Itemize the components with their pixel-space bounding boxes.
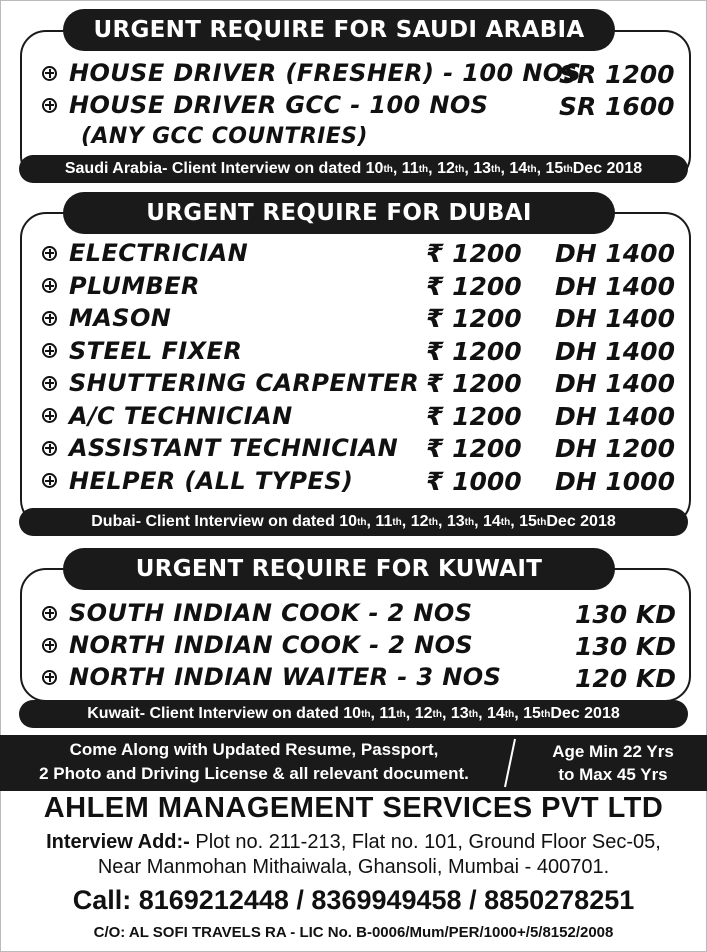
salary-aed: DH 1400 <box>555 336 675 366</box>
requirements-line: 2 Photo and Driving License & all relevant document. <box>39 764 469 783</box>
divider <box>503 735 517 791</box>
interview-country: Saudi Arabia <box>64 160 163 177</box>
dubai-job-row <box>42 238 248 268</box>
address-label: Interview Add:- <box>46 831 190 853</box>
document-requirements <box>8 738 500 786</box>
bullet-icon <box>42 408 57 423</box>
ordinal-suffix: th <box>361 708 371 720</box>
interview-text: - Client Interview on dated 10 <box>162 160 384 177</box>
ordinal-suffix: th <box>396 708 406 720</box>
interview-day: 13 <box>473 160 491 177</box>
job-salary: 120 KD <box>575 664 677 693</box>
job-salary: 130 KD <box>575 632 677 661</box>
interview-day: 15 <box>523 705 541 722</box>
interview-day: 12 <box>410 513 429 530</box>
bullet-icon <box>42 66 57 81</box>
interview-day: 14 <box>482 513 501 530</box>
job-title: ASSISTANT TECHNICIAN <box>69 434 399 462</box>
interview-address <box>0 831 707 854</box>
company-name: AHLEM MANAGEMENT SERVICES PVT LTD <box>43 792 664 824</box>
saudi-job-row <box>42 58 581 88</box>
interview-country: Kuwait <box>87 705 140 722</box>
interview-month: Dec 2018 <box>572 160 643 177</box>
ordinal-suffix: th <box>536 516 547 528</box>
age-min: Age Min 22 Yrs <box>552 742 674 761</box>
bullet-icon <box>42 606 57 621</box>
dubai-section <box>20 212 691 526</box>
job-title: ELECTRICIAN <box>69 239 249 267</box>
salary-inr: ₹ 1200 <box>426 336 522 366</box>
salary-inr: ₹ 1200 <box>426 239 522 268</box>
bullet-icon <box>42 473 57 488</box>
job-salary: SR 1200 <box>559 60 675 89</box>
salary-aed: DH 1400 <box>555 239 675 268</box>
contact-phones: Call: 8169212448 / 8369949458 / 8850278251 <box>72 885 635 915</box>
address-line: Plot no. 211-213, Flat no. 101, Ground Floor Sec-05, <box>189 831 661 853</box>
ordinal-suffix: th <box>454 163 465 175</box>
dubai-job-row <box>42 303 171 333</box>
kuwait-job-row <box>42 630 473 660</box>
ordinal-suffix: th <box>392 516 402 528</box>
dubai-interview-bar: Dubai - Client Interview on dated 10 th , 11 th , 12 th , 13 th , 14 th , 15 th Dec 2018 <box>19 508 688 536</box>
dubai-job-row <box>42 433 398 463</box>
job-note: (ANY GCC COUNTRIES) <box>81 124 368 149</box>
ordinal-suffix: th <box>383 163 393 175</box>
bullet-icon <box>42 441 57 456</box>
requirements-line: Come Along with Updated Resume, Passport, <box>69 740 439 759</box>
interview-day: 14 <box>509 160 528 177</box>
interview-month: Dec 2018 <box>550 705 620 722</box>
interview-day: 11 <box>375 513 393 530</box>
job-title: STEEL FIXER <box>69 336 243 365</box>
dubai-heading: URGENT REQUIRE FOR DUBAI <box>63 192 615 234</box>
kuwait-interview-bar: Kuwait - Client Interview on dated 10 th , 11 th , 12 th , 13 th , 14 th , 15 th Dec 2018 <box>19 700 688 728</box>
salary-aed: DH 1400 <box>555 271 675 301</box>
bullet-icon <box>42 98 57 113</box>
salary-inr: ₹ 1200 <box>426 401 522 431</box>
job-title: HOUSE DRIVER (FRESHER) - 100 NOS <box>69 59 582 87</box>
interview-day: 13 <box>450 705 469 722</box>
ordinal-suffix: th <box>357 516 367 528</box>
dubai-job-row <box>42 401 293 431</box>
job-title: SOUTH INDIAN COOK - 2 NOS <box>69 599 473 627</box>
ordinal-suffix: th <box>504 708 515 720</box>
interview-month: Dec 2018 <box>546 513 616 530</box>
ordinal-suffix: th <box>563 163 573 175</box>
saudi-job-row <box>42 90 488 120</box>
ordinal-suffix: th <box>500 516 511 528</box>
salary-aed: DH 1400 <box>555 401 675 431</box>
saudi-heading: URGENT REQUIRE FOR SAUDI ARABIA <box>63 9 615 51</box>
dubai-job-row <box>42 271 200 301</box>
salary-inr: ₹ 1200 <box>426 304 522 333</box>
interview-day: 15 <box>545 160 564 177</box>
job-title: PLUMBER <box>69 271 200 300</box>
kuwait-job-row <box>42 598 472 628</box>
salary-inr: ₹ 1200 <box>426 369 522 398</box>
job-title: HOUSE DRIVER GCC - 100 NOS <box>69 91 489 119</box>
ordinal-suffix: th <box>464 516 475 528</box>
job-title: HELPER (ALL TYPES) <box>69 466 354 495</box>
ordinal-suffix: th <box>468 708 479 720</box>
salary-inr: ₹ 1200 <box>426 434 522 463</box>
requirements-strip <box>0 735 707 791</box>
ordinal-suffix: th <box>527 163 537 175</box>
salary-aed: DH 1000 <box>555 466 675 496</box>
interview-day: 15 <box>519 513 537 530</box>
salary-aed: DH 1400 <box>555 304 675 333</box>
dubai-job-row <box>42 466 353 496</box>
kuwait-job-row <box>42 662 501 692</box>
interview-day: 13 <box>446 513 465 530</box>
ordinal-suffix: th <box>432 708 442 720</box>
interview-text: - Client Interview on dated 10 <box>135 513 358 530</box>
bullet-icon <box>42 343 57 358</box>
bullet-icon <box>42 246 57 261</box>
job-title: NORTH INDIAN COOK - 2 NOS <box>69 631 474 659</box>
interview-address-line2: Near Manmohan Mithaiwala, Ghansoli, Mumbai - 400701. <box>97 856 610 878</box>
bullet-icon <box>42 638 57 653</box>
salary-aed: DH 1400 <box>555 369 675 398</box>
salary-inr: ₹ 1000 <box>426 466 522 496</box>
bullet-icon <box>42 376 57 391</box>
ordinal-suffix: th <box>540 708 551 720</box>
interview-day: 11 <box>401 160 419 177</box>
interview-day: 11 <box>379 705 397 722</box>
salary-aed: DH 1200 <box>555 434 675 463</box>
bullet-icon <box>42 670 57 685</box>
dubai-job-row <box>42 368 419 398</box>
dubai-job-row <box>42 336 242 366</box>
interview-day: 12 <box>414 705 433 722</box>
kuwait-heading: URGENT REQUIRE FOR KUWAIT <box>63 548 615 590</box>
interview-day: 14 <box>486 705 505 722</box>
job-title: NORTH INDIAN WAITER - 3 NOS <box>69 663 502 691</box>
ordinal-suffix: th <box>428 516 438 528</box>
interview-text: - Client Interview on dated 10 <box>139 705 362 722</box>
job-title: A/C TECHNICIAN <box>69 401 293 430</box>
interview-country: Dubai <box>91 513 136 530</box>
bullet-icon <box>42 311 57 326</box>
job-salary: 130 KD <box>575 600 677 629</box>
job-title: MASON <box>69 304 172 332</box>
interview-day: 12 <box>437 160 455 177</box>
salary-inr: ₹ 1200 <box>426 271 522 301</box>
ordinal-suffix: th <box>418 163 429 175</box>
age-max: to Max 45 Yrs <box>558 765 668 784</box>
license-info: C/O: AL SOFI TRAVELS RA - LIC No. B-0006/Mum/PER/1000+/5/8152/2008 <box>93 924 614 941</box>
job-salary: SR 1600 <box>559 92 675 121</box>
bullet-icon <box>42 278 57 293</box>
ordinal-suffix: th <box>491 163 501 175</box>
saudi-interview-bar: Saudi Arabia - Client Interview on dated 10 th , 11 th , 12 th , 13 th , 14 th , 15 th Dec 2018 <box>19 155 688 183</box>
age-requirement <box>525 740 701 786</box>
job-title: SHUTTERING CARPENTER <box>69 369 420 397</box>
